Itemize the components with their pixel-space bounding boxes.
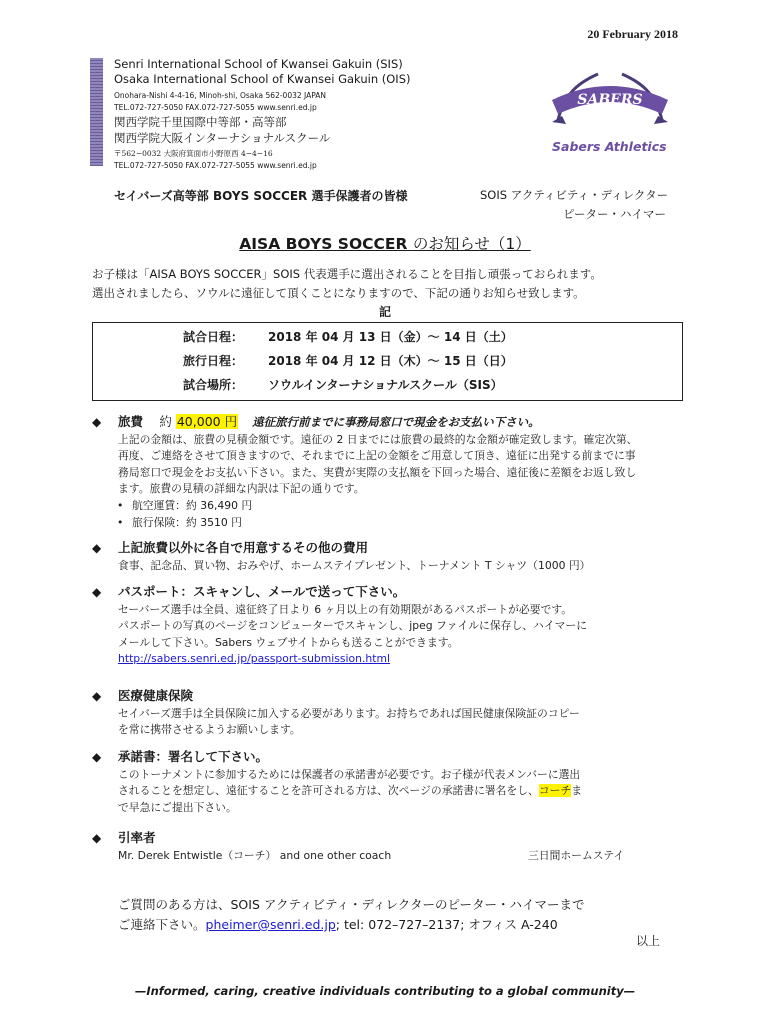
page-title xyxy=(0,232,770,254)
fee-approx: 約 xyxy=(159,414,176,429)
document-date: 20 February 2018 xyxy=(587,27,678,41)
closing-line-1: ご質問のある方は、SOIS アクティビティ・ディレクターのピーター・ハイマーまで xyxy=(118,897,585,912)
consent-body-line xyxy=(118,783,692,799)
passport-body-line: パスポートの写真のページをコンピューターでスキャンし、jpeg ファイルに保存し、ハイマーに xyxy=(118,619,588,633)
coach-highlight: コーチ xyxy=(538,784,572,798)
closing-line-2 xyxy=(118,915,585,935)
school-header xyxy=(114,57,410,172)
sender xyxy=(480,186,668,224)
fee-breakdown-list xyxy=(92,497,692,531)
chaperone-head: 引率者 xyxy=(118,830,156,845)
other-head: 上記旅費以外に各自で用意するその他の費用 xyxy=(118,540,369,555)
contact-email-link[interactable]: pheimer@senri.ed.jp xyxy=(205,917,336,932)
schedule-value: 2018 年 04 月 12 日（木）〜 15 日（日） xyxy=(268,354,513,368)
passport-heading xyxy=(92,582,692,600)
chaperone-names: Mr. Derek Entwistle（コーチ） and one other coach xyxy=(118,849,392,862)
fee-body-line: 務局窓口で現金をお支払い下さい。また、実費が実際の支払額を下回った場合、遠征後に差額をお返し致し xyxy=(118,465,637,479)
fee-amount: 40,000 円 xyxy=(176,414,238,429)
sabers-athletics-caption: Sabers Athletics xyxy=(552,139,667,154)
intro-text xyxy=(92,265,692,303)
diamond-bullet-icon: ◆ xyxy=(92,750,102,764)
fee-note: 遠征旅行前までに事務局窓口で現金をお支払い下さい。 xyxy=(252,415,540,429)
school-name-jp2: 関西学院大阪インターナショナルスクール xyxy=(114,131,331,145)
diamond-bullet-icon: ◆ xyxy=(92,689,102,703)
chaperone-body xyxy=(92,848,692,864)
insurance-body xyxy=(92,706,692,739)
sabers-banner-text: SABERS xyxy=(577,92,643,108)
schedule-label: 旅行日程： xyxy=(183,354,244,368)
title-jp: のお知らせ（1） xyxy=(412,235,531,253)
school-name-ois: Osaka International School of Kwansei Gakuin (OIS) xyxy=(114,72,411,86)
section-insurance xyxy=(92,686,692,739)
schedule-value: ソウルインターナショナルスクール（SIS） xyxy=(268,378,503,392)
schedule-label: 試合場所： xyxy=(183,378,244,392)
header-stripe xyxy=(90,58,103,166)
addressee: セイバーズ高等部 BOYS SOCCER 選手保護者の皆様 xyxy=(114,189,408,203)
sender-name: ピーター・ハイマー xyxy=(563,207,667,221)
school-tel-jp: TEL.072-727-5050 FAX.072-727-5055 www.senri.ed.jp xyxy=(114,161,317,170)
consent-body-line: このトーナメントに参加するためには保護者の承諾書が必要です。お子様が代表メンバーに選出 xyxy=(118,768,581,781)
closing-text-a: ご連絡下さい。 xyxy=(118,917,206,932)
section-chaperone xyxy=(92,828,692,864)
diamond-bullet-icon: ◆ xyxy=(92,415,102,429)
fee-head: 旅費 xyxy=(118,414,144,429)
section-consent xyxy=(92,747,692,816)
schedule-row xyxy=(183,328,513,345)
diamond-bullet-icon: ◆ xyxy=(92,585,102,599)
schedule-row xyxy=(183,352,513,369)
schedule-row xyxy=(183,376,503,393)
title-text xyxy=(239,235,530,253)
list-item: • 旅行保険：約 3510 円 xyxy=(132,514,692,531)
fee-body-line: 再度、ご連絡をさせて頂きますので、それまでに上記の金額をご用意して頂き、遠征に出発する前までに事 xyxy=(118,449,636,463)
school-name-sis: Senri International School of Kwansei Gakuin (SIS) xyxy=(114,57,403,71)
diamond-bullet-icon: ◆ xyxy=(92,831,102,845)
school-tel-en: TEL.072-727-5050 FAX.072-727-5055 www.senri.ed.jp xyxy=(114,103,317,112)
school-name-jp1: 関西学院千里国際中等部・高等部 xyxy=(114,115,287,129)
passport-body-line: セーバーズ選手は全員、遠征終了日より 6 ヶ月以上の有効期限があるパスポートが必要です。 xyxy=(118,603,573,616)
title-en: AISA BOYS SOCCER xyxy=(239,235,413,253)
chaperone-homestay: 三日間ホームステイ xyxy=(528,849,625,862)
consent-body-line: で早急にご提出下さい。 xyxy=(118,800,237,814)
consent-text: されることを想定し、遠征することを許可される方は、次ページの承諾書に署名をし、 xyxy=(118,784,539,798)
consent-body xyxy=(92,767,692,816)
intro-line-2: 選出されましたら、ソウルに遠征して頂くことになりますので、下記の通りお知らせ致します。 xyxy=(92,286,585,300)
insurance-body-line: を常に携帯させるようお願いします。 xyxy=(118,723,301,737)
diamond-bullet-icon: ◆ xyxy=(92,541,102,555)
intro-line-1: お子様は「AISA BOYS SOCCER」SOIS 代表選手に選出されることを目指し頑張っておられます。 xyxy=(92,267,602,281)
footer-motto: —Informed, caring, creative individuals contributing to a global community— xyxy=(134,984,636,998)
section-passport xyxy=(92,582,692,667)
other-heading xyxy=(92,538,692,556)
school-address-en: Onohara-Nishi 4-4-16, Minoh-shi, Osaka 562-0032 JAPAN xyxy=(114,91,327,100)
fee-body-line: 上記の金額は、旅費の見積金額です。遠征の 2 日までには旅費の最終的な金額が確定致します。確定次第、 xyxy=(118,433,638,446)
sender-title: SOIS アクティビティ・ディレクター xyxy=(480,188,669,202)
passport-body xyxy=(92,602,692,667)
other-body: 食事、記念品、買い物、おみやげ、ホームステイプレゼント、トーナメント T シャツ（1000 円） xyxy=(118,559,591,572)
passport-head: パスポート：スキャンし、メールで送って下さい。 xyxy=(118,584,406,599)
insurance-head: 医療健康保険 xyxy=(118,688,194,703)
fee-heading xyxy=(92,412,692,430)
school-address-jp: 〒562−0032 大阪府箕面市小野原西 4−4−16 xyxy=(114,149,273,158)
consent-heading xyxy=(92,747,692,765)
consent-head: 承諾書：署名して下さい。 xyxy=(118,749,269,764)
passport-submission-link[interactable]: http://sabers.senri.ed.jp/passport-submission.html xyxy=(118,651,391,665)
insurance-body-line: セイバーズ選手は全員保険に加入する必要があります。お持ちであれば国民健康保険証のコピー xyxy=(118,707,580,720)
consent-text: ま xyxy=(571,784,583,798)
ki-heading: 記 xyxy=(378,305,391,319)
closing-text-b: ; tel: 072–727–2137; オフィス A-240 xyxy=(335,917,558,932)
list-item: • 航空運賃：約 36,490 円 xyxy=(132,497,692,514)
insurance-heading xyxy=(92,686,692,704)
schedule-label: 試合日程： xyxy=(183,330,244,344)
schedule-value: 2018 年 04 月 13 日（金）〜 14 日（土） xyxy=(268,330,513,344)
closing-text xyxy=(118,895,585,935)
passport-body-line: メールして下さい。Sabers ウェブサイトからも送ることができます。 xyxy=(118,635,459,649)
section-other-costs xyxy=(92,538,692,574)
section-fee xyxy=(92,412,692,531)
chaperone-heading xyxy=(92,828,692,846)
fee-body-line: ます。旅費の見積の詳細な内訳は下記の通りです。 xyxy=(118,481,365,495)
ijo-closing: 以上 xyxy=(636,934,661,948)
fee-body xyxy=(92,432,692,497)
